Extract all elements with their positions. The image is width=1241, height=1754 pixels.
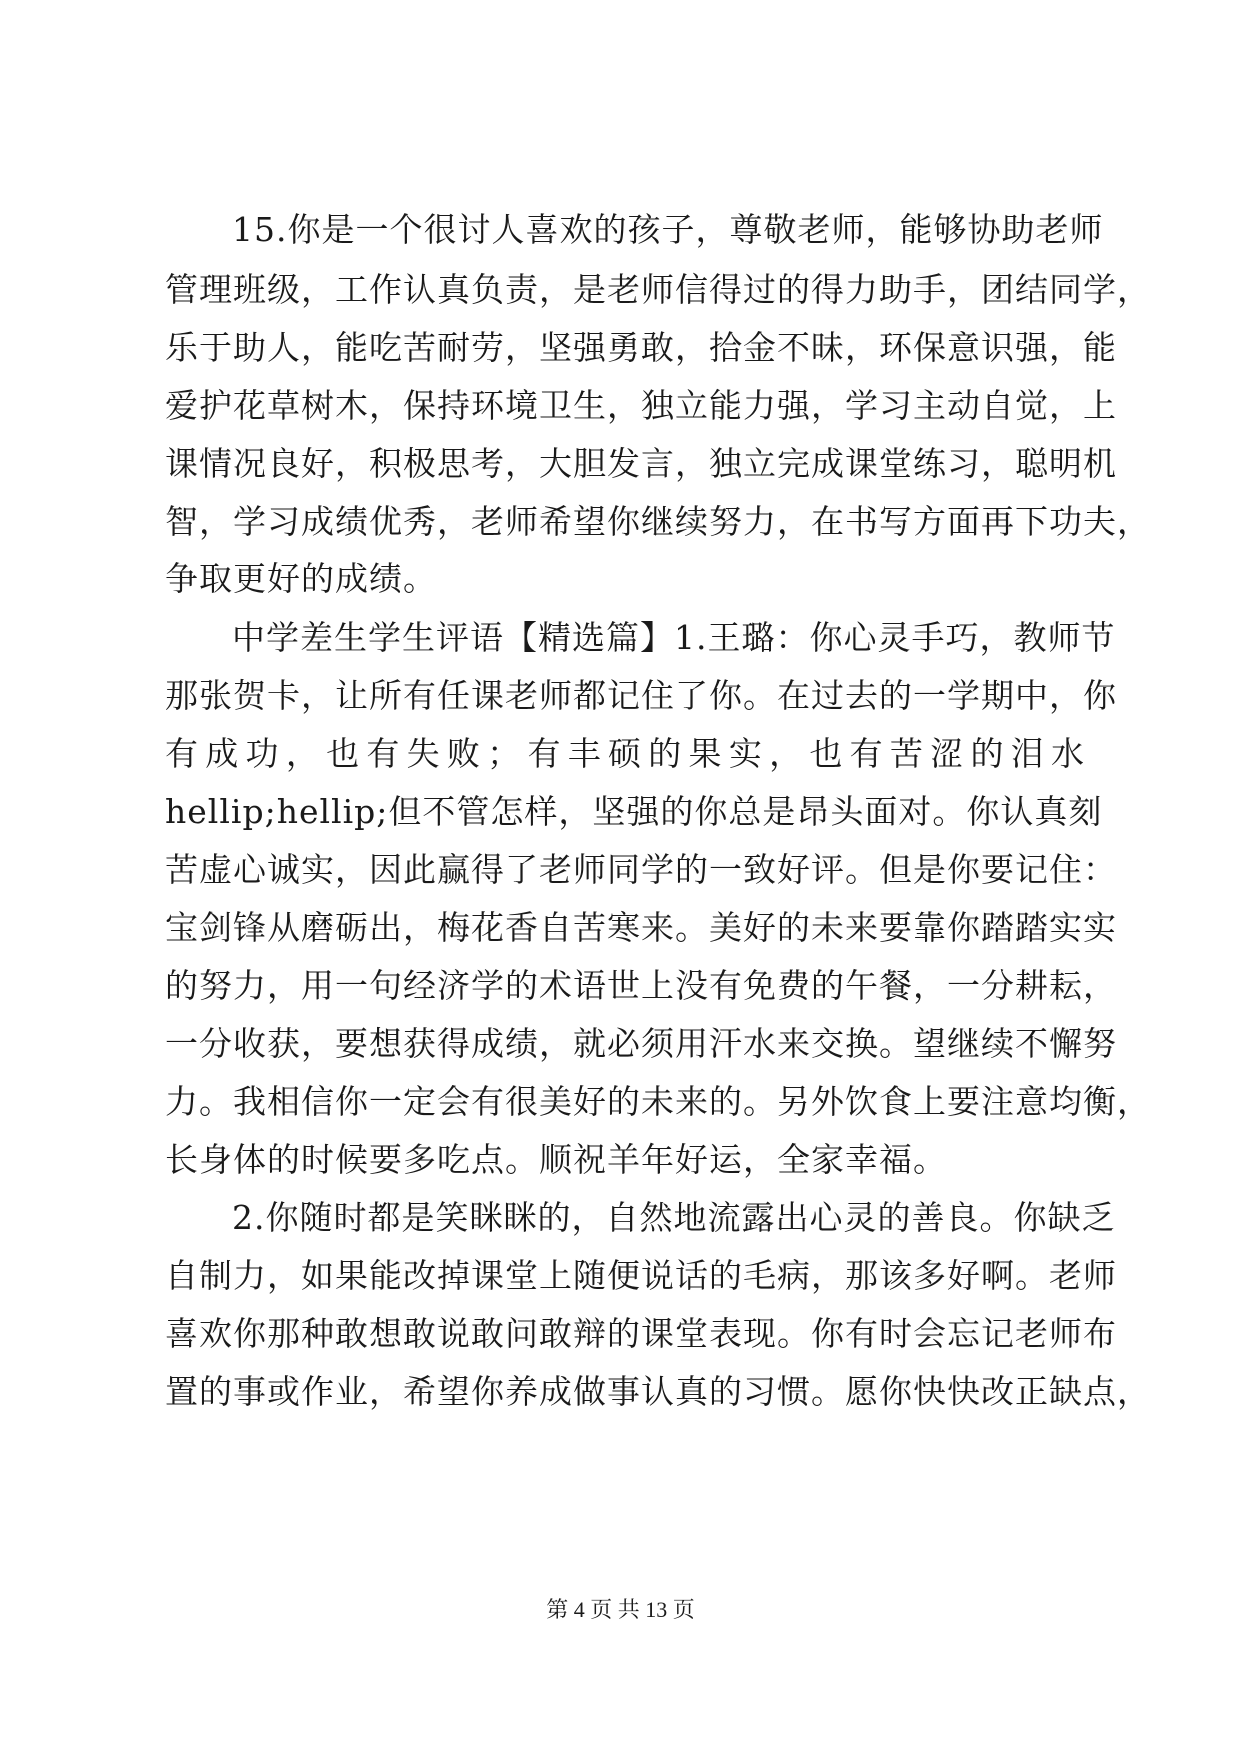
paragraph-line: hellip;hellip;但不管怎样，坚强的你总是昂头面对。你认真刻 [165,792,1103,831]
paragraph-line: 智，学习成绩优秀，老师希望你继续努力，在书写方面再下功夫， [165,502,1151,541]
paragraph-line: 那张贺卡，让所有任课老师都记住了你。在过去的一学期中，你 [165,676,1117,715]
paragraph-line: 爱护花草树木，保持环境卫生，独立能力强，学习主动自觉，上 [165,386,1117,425]
paragraph-line: 课情况良好，积极思考，大胆发言，独立完成课堂练习，聪明机 [165,444,1117,483]
paragraph-line: 喜欢你那种敢想敢说敢问敢辩的课堂表现。你有时会忘记老师布 [165,1314,1117,1353]
paragraph-line: 自制力，如果能改掉课堂上随便说话的毛病，那该多好啊。老师 [165,1256,1117,1295]
paragraph-line: 苦虚心诚实，因此赢得了老师同学的一致好评。但是你要记住： [165,850,1117,889]
paragraph-line: 力。我相信你一定会有很美好的未来的。另外饮食上要注意均衡， [165,1082,1151,1121]
paragraph-line: 长身体的时候要多吃点。顺祝羊年好运，全家幸福。 [165,1140,947,1179]
paragraph-line: 15.你是一个很讨人喜欢的孩子，尊敬老师，能够协助老师 [232,210,1104,249]
paragraph-line: 有成功，也有失败；有丰硕的果实，也有苦涩的泪水 [165,734,1085,773]
paragraph-line: 置的事或作业，希望你养成做事认真的习惯。愿你快快改正缺点， [165,1372,1151,1411]
page-number-footer: 第 4 页 共 13 页 [546,1597,695,1622]
paragraph-line: 乐于助人，能吃苦耐劳，坚强勇敢，拾金不昧，环保意识强，能 [165,328,1117,367]
paragraph-line: 管理班级，工作认真负责，是老师信得过的得力助手，团结同学， [165,270,1151,309]
paragraph-line: 宝剑锋从磨砺出，梅花香自苦寒来。美好的未来要靠你踏踏实实 [165,908,1117,947]
paragraph-line: 的努力，用一句经济学的术语世上没有免费的午餐，一分耕耘， [165,966,1117,1005]
paragraph-line: 争取更好的成绩。 [165,559,437,598]
paragraph-line: 中学差生学生评语【精选篇】1.王璐：你心灵手巧，教师节 [232,618,1116,657]
paragraph-line: 2.你随时都是笑眯眯的，自然地流露出心灵的善良。你缺乏 [232,1198,1116,1237]
paragraph-line: 一分收获，要想获得成绩，就必须用汗水来交换。望继续不懈努 [165,1024,1117,1063]
